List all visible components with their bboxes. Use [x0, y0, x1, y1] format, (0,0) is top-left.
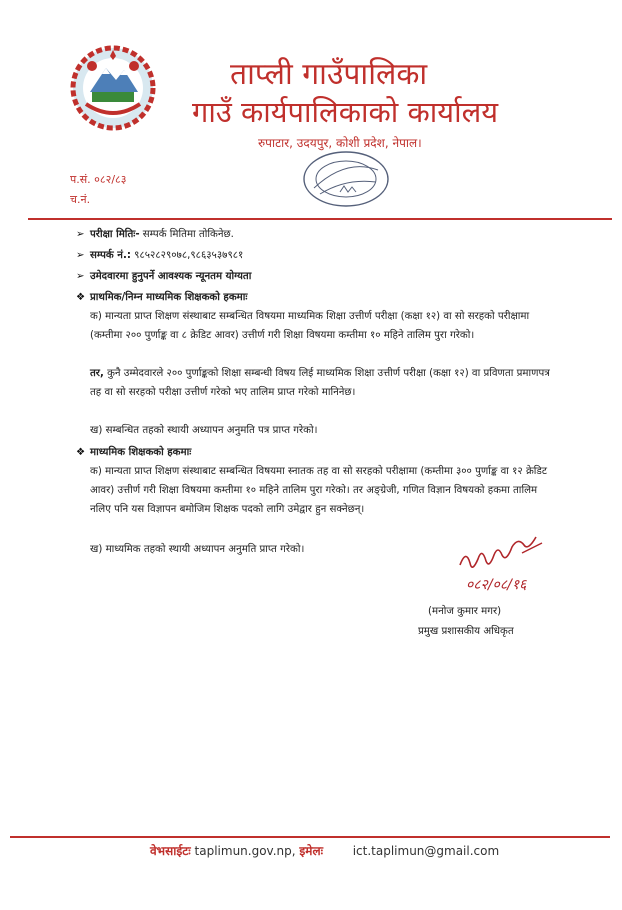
diamond-bullet-icon: ❖ [76, 447, 86, 458]
footer-contact [150, 842, 499, 859]
nepal-emblem-logo [68, 42, 158, 132]
signatory-title: प्रमुख प्रशासकीय अधिकृत [418, 626, 514, 637]
arrow-bullet-icon: ➢ [76, 271, 85, 282]
section2-heading: ❖ माध्यमिक शिक्षकको हकमाः [76, 447, 192, 458]
office-title-line1: ताप्ली गाउँपालिका [230, 57, 428, 92]
arrow-bullet-icon: ➢ [76, 229, 85, 240]
office-stamp [300, 148, 392, 210]
svg-text:०८२/०८/१६: ०८२/०८/१६ [466, 577, 527, 593]
bullet-qualification: ➢ उमेदवारमा हुनुपर्ने आवश्यक न्यूनतम योग्यता [76, 271, 252, 282]
email-label: इमेलः [299, 844, 324, 858]
handwritten-signature [452, 535, 562, 595]
website-link[interactable]: taplimun.gov.np, [194, 844, 296, 858]
office-address: रुपाटार, उदयपुर, कोशी प्रदेश, नेपाल। [258, 136, 422, 150]
website-label: वेभसाईटः [150, 844, 191, 858]
arrow-bullet-icon: ➢ [76, 250, 85, 261]
section1-heading: ❖ प्राथमिक/निम्न माध्यमिक शिक्षकको हकमाः [76, 292, 248, 303]
bullet-exam-date: ➢ परीक्षा मितिः- सम्पर्क मितिमा तोकिनेछ. [76, 229, 234, 240]
reference-number: प.सं. ०८२/८३ [70, 173, 127, 186]
diamond-bullet-icon: ❖ [76, 292, 86, 303]
section1-item-tara: तर, कुनै उम्मेदवारले २०० पुर्णाङ्कको शिक्षा सम्बन्धी विषय लिई माध्यमिक शिक्षा उत्तीर्ण परीक्षा (कक्षा १२) वा प्रविणता प्रमाणपत्र तह वा सो सरहको परीक्षा उत्तीर्ण गरेको भए तालिम प्राप्त गरेको मानिनेछ। [90, 368, 550, 398]
section2-item-kha: ख) माध्यमिक तहको स्थायी अध्यापन अनुमति प्राप्त गरेको। [90, 544, 305, 555]
signatory-name: (मनोज कुमार मगर) [428, 606, 502, 617]
section2-item-ka: क) मान्यता प्राप्त शिक्षण संस्थाबाट सम्बन्धित विषयमा स्नातक तह वा सो सरहको परीक्षामा (कम्तीमा ३०० पुर्णाङ्क वा १२ क्रेडिट आवर) उत्तीर्ण गरी शिक्षा विषयमा कम्तीमा १० महिने तालिम पुरा गरेको। तर अङ्ग्रेजी, गणित विज्ञान विषयको हकमा तालिम नलिए पनि यस विज्ञापन बमोजिम शिक्षक पदको लागि उमेद्वार हुन सक्नेछन्। [90, 466, 547, 515]
bullet-contact: ➢ सम्पर्क नं.: ९८५२८२९०७८,९८६३५३७९८१ [76, 250, 244, 261]
footer-divider [10, 836, 610, 838]
header-divider [28, 218, 612, 220]
office-title-line2: गाउँ कार्यपालिकाको कार्यालय [192, 95, 499, 129]
email-link[interactable]: ict.taplimun@gmail.com [352, 844, 500, 858]
section1-item-kha: ख) सम्बन्धित तहको स्थायी अध्यापन अनुमति पत्र प्राप्त गरेको। [90, 425, 318, 436]
dispatch-number: च.नं. [70, 193, 91, 206]
section1-item-ka: क) मान्यता प्राप्त शिक्षण संस्थाबाट सम्बन्धित विषयमा माध्यमिक शिक्षा उत्तीर्ण परीक्षा (कक्षा १२) वा सो सरहको परीक्षामा (कम्तीमा २०० पुर्णाङ्क वा ८ क्रेडिट आवर) उत्तीर्ण गरी शिक्षा विषयमा कम्तीमा १० महिने तालिम पुरा गरेको। [90, 311, 530, 341]
